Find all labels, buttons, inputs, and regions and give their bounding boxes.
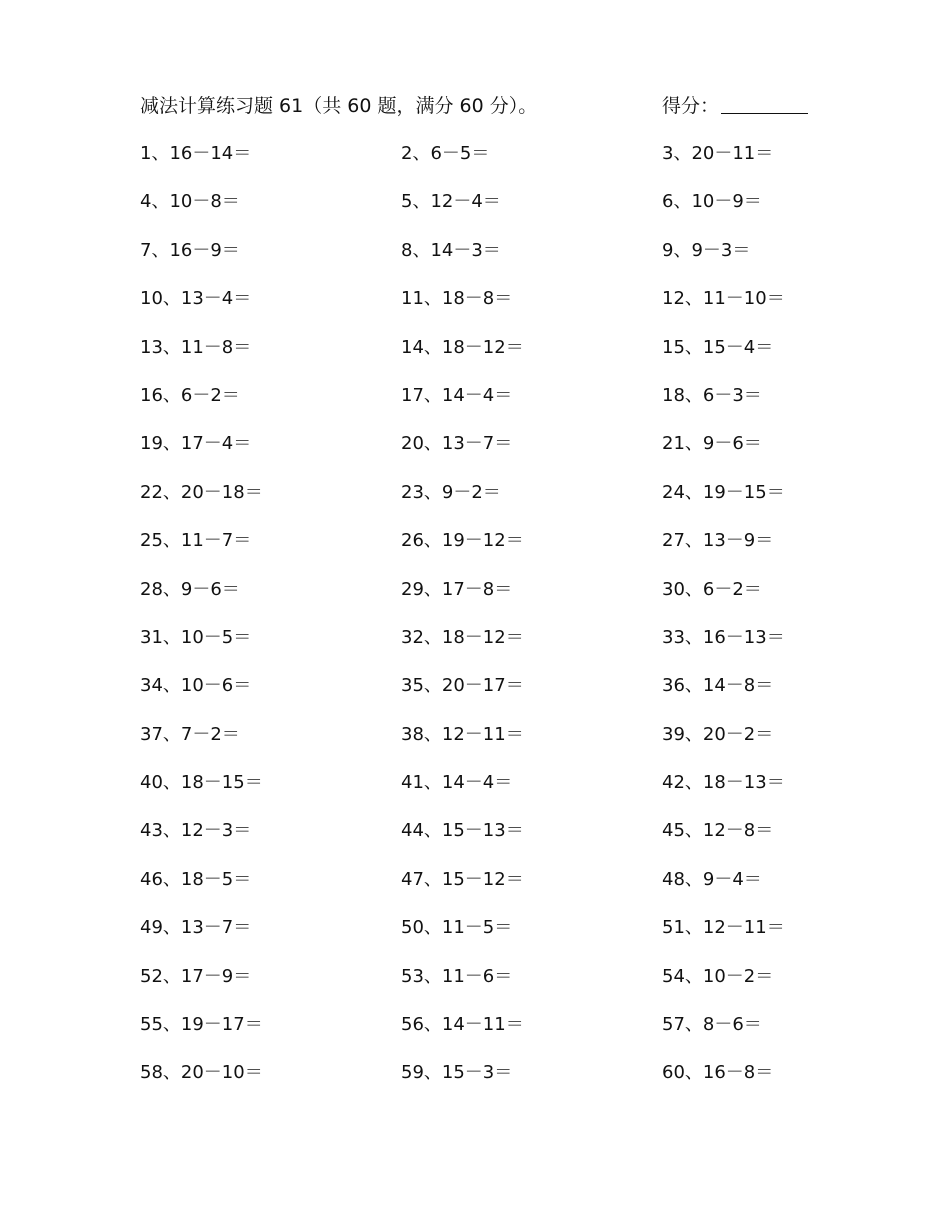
problem-item: 18、6－3＝ [662, 384, 762, 406]
problem-item: 1、16－14＝ [140, 143, 252, 164]
problem-item: 4、10－8＝ [140, 191, 240, 213]
problem-item: 5、12－4＝ [401, 191, 501, 213]
problem-item: 11、18－8＝ [401, 288, 513, 310]
problem-item: 10、13－4＝ [140, 288, 252, 310]
problem-item: 22、20－18＝ [140, 481, 263, 503]
problem-item: 30、6－2＝ [662, 578, 762, 600]
problem-item: 41、14－4＝ [401, 772, 513, 794]
problem-item: 46、18－5＝ [140, 868, 252, 890]
problem-item: 52、17－9＝ [140, 965, 252, 987]
problem-item: 23、9－2＝ [401, 481, 501, 503]
problem-item: 50、11－5＝ [401, 917, 513, 939]
problem-item: 40、18－15＝ [140, 772, 263, 794]
problem-item: 44、15－13＝ [401, 820, 524, 842]
problem-item: 60、16－8＝ [662, 1062, 774, 1084]
problem-item: 16、6－2＝ [140, 384, 240, 406]
problem-item: 55、19－17＝ [140, 1014, 263, 1036]
problem-item: 2、6－5＝ [401, 143, 490, 164]
score-label: 得分： [662, 95, 720, 117]
worksheet-title: 减法计算练习题 61（共 60 题，满分 60 分）。 [140, 95, 538, 117]
problem-item: 47、15－12＝ [401, 868, 524, 890]
problem-item: 12、11－10＝ [662, 288, 785, 310]
problem-item: 6、10－9＝ [662, 191, 762, 213]
problem-item: 8、14－3＝ [401, 239, 501, 261]
problem-item: 37、7－2＝ [140, 723, 240, 745]
problem-item: 42、18－13＝ [662, 772, 785, 794]
worksheet-header [140, 90, 820, 122]
problem-grid [140, 138, 820, 1106]
problem-item: 38、12－11＝ [401, 723, 524, 745]
problem-item: 3、20－11＝ [662, 143, 774, 164]
problem-item: 27、13－9＝ [662, 530, 774, 552]
problem-item: 26、19－12＝ [401, 530, 524, 552]
problem-item: 29、17－8＝ [401, 578, 513, 600]
problem-item: 28、9－6＝ [140, 578, 240, 600]
problem-item: 54、10－2＝ [662, 965, 774, 987]
problem-item: 34、10－6＝ [140, 675, 252, 697]
problem-item: 19、17－4＝ [140, 433, 252, 455]
problem-item: 9、9－3＝ [662, 239, 751, 261]
problem-item: 51、12－11＝ [662, 917, 785, 939]
problem-item: 36、14－8＝ [662, 675, 774, 697]
problem-item: 53、11－6＝ [401, 965, 513, 987]
problem-item: 58、20－10＝ [140, 1062, 263, 1084]
problem-item: 48、9－4＝ [662, 868, 762, 890]
problem-item: 31、10－5＝ [140, 626, 252, 648]
problem-item: 25、11－7＝ [140, 530, 252, 552]
score-field [662, 90, 808, 122]
problem-item: 20、13－7＝ [401, 433, 513, 455]
problem-item: 35、20－17＝ [401, 675, 524, 697]
problem-item: 59、15－3＝ [401, 1062, 513, 1084]
score-blank-line [721, 93, 808, 114]
problem-item: 17、14－4＝ [401, 384, 513, 406]
problem-item: 32、18－12＝ [401, 626, 524, 648]
problem-item: 43、12－3＝ [140, 820, 252, 842]
problem-item: 24、19－15＝ [662, 481, 785, 503]
problem-item: 15、15－4＝ [662, 336, 774, 358]
problem-item: 21、9－6＝ [662, 433, 762, 455]
problem-item: 13、11－8＝ [140, 336, 252, 358]
problem-item: 56、14－11＝ [401, 1014, 524, 1036]
problem-item: 39、20－2＝ [662, 723, 774, 745]
problem-item: 45、12－8＝ [662, 820, 774, 842]
problem-item: 49、13－7＝ [140, 917, 252, 939]
problem-item: 33、16－13＝ [662, 626, 785, 648]
problem-item: 7、16－9＝ [140, 239, 240, 261]
problem-item: 57、8－6＝ [662, 1014, 762, 1036]
problem-item: 14、18－12＝ [401, 336, 524, 358]
